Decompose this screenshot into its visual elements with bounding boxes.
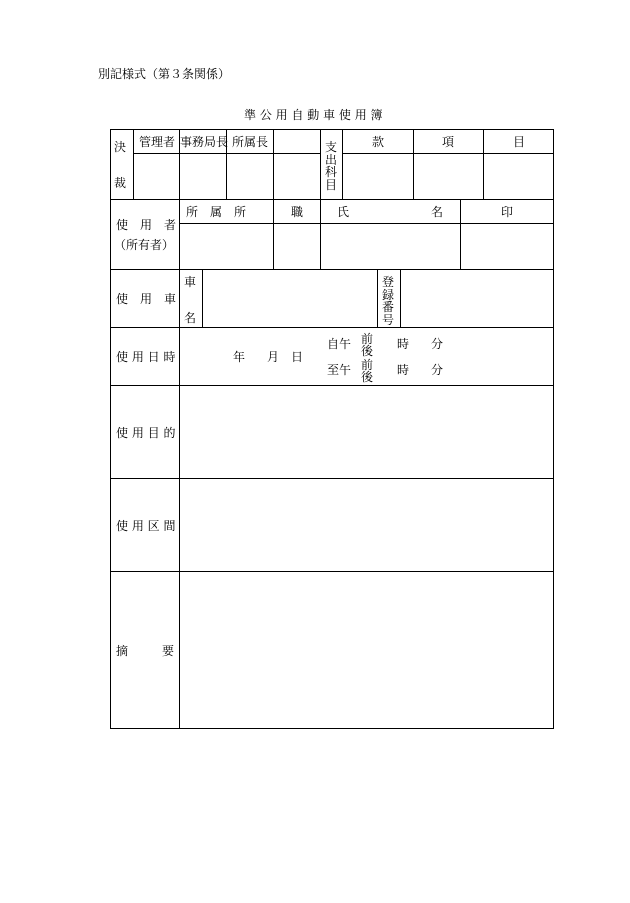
name-header-b: 名	[431, 205, 444, 219]
from-pm: 後	[361, 344, 374, 358]
to-minute-unit: 分	[431, 363, 444, 377]
kou-value-cell[interactable]	[414, 154, 483, 199]
role-department-head: 所属長	[232, 135, 269, 149]
route-input-cell[interactable]	[180, 479, 553, 571]
position-header: 職	[291, 205, 304, 219]
affiliation-input-cell[interactable]	[180, 224, 273, 269]
datetime-label: 使 用 日 時	[116, 350, 176, 364]
name-header-a: 氏	[337, 205, 350, 219]
expense-item-label: 支 出 科 目	[324, 140, 337, 192]
registration-number-input-cell[interactable]	[401, 270, 553, 327]
role-manager: 管理者	[139, 135, 176, 149]
expense-header-kan: 款	[372, 135, 385, 149]
manager-seal-cell[interactable]	[134, 154, 179, 199]
from-label: 自午	[327, 337, 352, 351]
year-unit: 年	[233, 350, 246, 364]
summary-label-b: 要	[162, 644, 175, 658]
car-name-label-top: 車	[184, 275, 197, 289]
extra-seal-cell[interactable]	[274, 130, 320, 199]
to-label: 至午	[327, 363, 352, 377]
moku-value-cell[interactable]	[484, 154, 553, 199]
datetime-input-cell[interactable]	[180, 328, 553, 385]
user-label: 使 用 者	[116, 218, 177, 232]
position-input-cell[interactable]	[274, 224, 320, 269]
from-minute-unit: 分	[431, 337, 444, 351]
month-unit: 月	[267, 350, 280, 364]
secretary-general-seal-cell[interactable]	[180, 154, 226, 199]
form-reference: 別記様式（第３条関係）	[98, 67, 231, 81]
purpose-label: 使 用 目 的	[116, 426, 176, 440]
to-pm: 後	[361, 370, 374, 384]
seal-header: 印	[501, 205, 514, 219]
expense-header-moku: 目	[513, 135, 526, 149]
approval-label-top: 決	[114, 140, 127, 154]
page-title: 準 公 用 自 動 車 使 用 簿	[244, 108, 383, 122]
from-hour-unit: 時	[397, 337, 410, 351]
to-am: 前	[361, 358, 374, 372]
car-name-input-cell[interactable]	[203, 270, 377, 327]
kan-value-cell[interactable]	[343, 154, 413, 199]
expense-header-kou: 項	[442, 135, 455, 149]
route-label: 使 用 区 間	[116, 519, 176, 533]
approval-label-bottom: 裁	[114, 176, 127, 190]
name-input-cell[interactable]	[321, 224, 460, 269]
day-unit: 日	[291, 350, 304, 364]
department-head-seal-cell[interactable]	[227, 154, 273, 199]
summary-label-a: 摘	[116, 644, 129, 658]
seal-input-cell[interactable]	[461, 224, 553, 269]
registration-number-label: 登 録 番 号	[381, 275, 394, 327]
vehicle-label: 使 用 車	[116, 292, 177, 306]
role-secretary-general: 事務局長	[180, 135, 229, 149]
affiliation-header: 所 属 所	[186, 205, 247, 219]
from-am: 前	[361, 332, 374, 346]
owner-sublabel: （所有者）	[114, 238, 175, 252]
summary-input-cell[interactable]	[180, 572, 553, 728]
to-hour-unit: 時	[397, 363, 410, 377]
car-name-label-bottom: 名	[184, 311, 197, 325]
purpose-input-cell[interactable]	[180, 386, 553, 478]
